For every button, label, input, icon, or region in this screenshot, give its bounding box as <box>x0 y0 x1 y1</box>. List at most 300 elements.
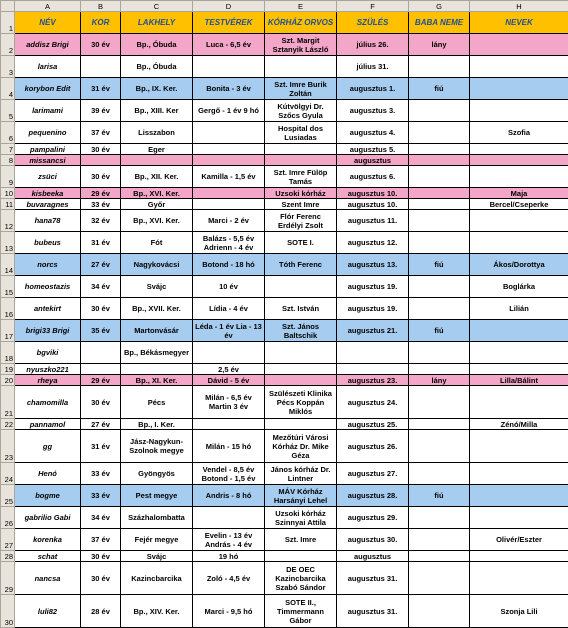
row-number[interactable]: 25 <box>1 485 15 507</box>
row-number[interactable]: 28 <box>1 551 15 562</box>
cell-siblings[interactable] <box>193 419 265 430</box>
cell-name[interactable]: rheya <box>15 375 81 386</box>
row-number[interactable]: 20 <box>1 375 15 386</box>
cell-birth[interactable]: augusztus 24. <box>337 386 409 419</box>
cell-hospital-doctor[interactable]: Szt. István <box>265 298 337 320</box>
cell-hospital-doctor[interactable] <box>265 342 337 364</box>
header-cell-names[interactable]: NEVEK <box>470 12 568 34</box>
table-row <box>1 342 568 364</box>
cell-birth[interactable] <box>337 342 409 364</box>
cell-residence[interactable]: Martonvásár <box>121 320 193 342</box>
header-cell-baby-gender[interactable]: BABA NEME <box>409 12 470 34</box>
cell-name[interactable]: bogme <box>15 485 81 507</box>
cell-siblings[interactable]: Milán - 6,5 év Martin 3 év <box>193 386 265 419</box>
table-row <box>1 78 568 100</box>
cell-siblings[interactable]: Kamilla - 1,5 év <box>193 166 265 188</box>
table-row <box>1 364 568 375</box>
cell-names[interactable] <box>470 507 568 529</box>
cell-residence[interactable]: Bp., XIV. Ker. <box>121 595 193 628</box>
row-number[interactable]: 13 <box>1 232 15 254</box>
header-cell-birth[interactable]: SZÜLÉS <box>337 12 409 34</box>
cell-age[interactable]: 28 év <box>81 595 121 628</box>
cell-name[interactable]: brigi33 Brigi <box>15 320 81 342</box>
table-row <box>1 419 568 430</box>
cell-siblings[interactable] <box>193 507 265 529</box>
table-row <box>1 188 568 199</box>
cell-baby-gender[interactable] <box>409 386 470 419</box>
cell-hospital-doctor[interactable]: SOTE II., Timmermann Gábor <box>265 595 337 628</box>
row-number[interactable]: 21 <box>1 386 15 419</box>
row-number[interactable]: 23 <box>1 430 15 463</box>
row-number[interactable]: 7 <box>1 144 15 155</box>
table-row <box>1 562 568 595</box>
cell-birth[interactable]: augusztus 31. <box>337 562 409 595</box>
cell-residence[interactable]: Fejér megye <box>121 529 193 551</box>
table-row <box>1 166 568 188</box>
cell-hospital-doctor[interactable]: Szt. Imre Fülöp Tamás <box>265 166 337 188</box>
cell-baby-gender[interactable] <box>409 551 470 562</box>
cell-age[interactable]: 30 év <box>81 144 121 155</box>
cell-name[interactable]: pannamol <box>15 419 81 430</box>
cell-age[interactable]: 33 év <box>81 199 121 210</box>
cell-names[interactable] <box>470 551 568 562</box>
cell-name[interactable]: pequenino <box>15 122 81 144</box>
table-row <box>1 276 568 298</box>
cell-birth[interactable]: augusztus 25. <box>337 419 409 430</box>
row-number[interactable]: 6 <box>1 122 15 144</box>
table-header-row <box>1 12 568 34</box>
cell-residence[interactable]: Svájc <box>121 276 193 298</box>
cell-baby-gender[interactable] <box>409 56 470 78</box>
cell-age[interactable] <box>81 364 121 375</box>
cell-residence[interactable]: Bp., Óbuda <box>121 34 193 56</box>
cell-residence[interactable] <box>121 155 193 166</box>
cell-siblings[interactable]: 10 év <box>193 276 265 298</box>
cell-name[interactable]: buvaragnes <box>15 199 81 210</box>
cell-hospital-doctor[interactable]: SOTE I. <box>265 232 337 254</box>
cell-siblings[interactable]: Vendel - 8,5 év Botond - 1,5 év <box>193 463 265 485</box>
cell-hospital-doctor[interactable] <box>265 551 337 562</box>
cell-baby-gender[interactable]: lány <box>409 375 470 386</box>
row-number[interactable]: 10 <box>1 188 15 199</box>
cell-name[interactable]: korybon Edit <box>15 78 81 100</box>
cell-residence[interactable]: Kazincbarcika <box>121 562 193 595</box>
cell-names[interactable]: Boglárka <box>470 276 568 298</box>
cell-birth[interactable]: augusztus 13. <box>337 254 409 276</box>
cell-age[interactable]: 32 év <box>81 210 121 232</box>
cell-residence[interactable]: Bp., Békásmegyer <box>121 342 193 364</box>
cell-baby-gender[interactable] <box>409 298 470 320</box>
cell-siblings[interactable] <box>193 188 265 199</box>
table-row <box>1 144 568 155</box>
cell-baby-gender[interactable] <box>409 100 470 122</box>
select-all-corner[interactable] <box>1 1 15 12</box>
cell-hospital-doctor[interactable]: Szülészeti Klinika Pécs Koppán Miklós <box>265 386 337 419</box>
table-row <box>1 122 568 144</box>
cell-hospital-doctor[interactable]: Szt. Imre <box>265 529 337 551</box>
cell-siblings[interactable]: 2,5 év <box>193 364 265 375</box>
column-header-c[interactable]: C <box>121 1 193 12</box>
cell-siblings[interactable]: Léda - 1 év Lia - 13 év <box>193 320 265 342</box>
cell-age[interactable]: 31 év <box>81 78 121 100</box>
cell-birth[interactable]: augusztus 29. <box>337 507 409 529</box>
column-header-h[interactable]: H <box>470 1 568 12</box>
cell-siblings[interactable]: Balázs - 5,5 év Adrienn - 4 év <box>193 232 265 254</box>
cell-name[interactable]: homeostazis <box>15 276 81 298</box>
cell-names[interactable] <box>470 463 568 485</box>
cell-siblings[interactable]: Lídia - 4 év <box>193 298 265 320</box>
cell-hospital-doctor[interactable] <box>265 419 337 430</box>
header-cell-siblings[interactable]: TESTVÉREK <box>193 12 265 34</box>
cell-birth[interactable]: augusztus 10. <box>337 188 409 199</box>
cell-residence[interactable]: Bp., XVI. Ker. <box>121 210 193 232</box>
cell-name[interactable]: gg <box>15 430 81 463</box>
cell-birth[interactable]: augusztus 1. <box>337 78 409 100</box>
table-row <box>1 56 568 78</box>
cell-hospital-doctor[interactable]: Uzsoki kórház <box>265 188 337 199</box>
cell-names[interactable] <box>470 430 568 463</box>
cell-name[interactable]: hana78 <box>15 210 81 232</box>
cell-age[interactable]: 30 év <box>81 562 121 595</box>
cell-birth[interactable] <box>337 364 409 375</box>
row-number[interactable]: 4 <box>1 78 15 100</box>
table-row <box>1 100 568 122</box>
cell-age[interactable]: 31 év <box>81 232 121 254</box>
cell-siblings[interactable]: Marci - 9,5 hó <box>193 595 265 628</box>
cell-names[interactable]: Szonja Lili <box>470 595 568 628</box>
cell-residence[interactable]: Bp., XII. Ker. <box>121 166 193 188</box>
row-number[interactable]: 16 <box>1 298 15 320</box>
column-header-row <box>1 1 568 12</box>
cell-baby-gender[interactable] <box>409 595 470 628</box>
cell-name[interactable]: zsüci <box>15 166 81 188</box>
cell-baby-gender[interactable] <box>409 463 470 485</box>
cell-residence[interactable]: Bp., XVI. Ker. <box>121 188 193 199</box>
cell-baby-gender[interactable] <box>409 276 470 298</box>
cell-names[interactable]: Lilián <box>470 298 568 320</box>
cell-baby-gender[interactable] <box>409 166 470 188</box>
cell-age[interactable]: 39 év <box>81 100 121 122</box>
cell-birth[interactable]: augusztus 6. <box>337 166 409 188</box>
cell-name[interactable]: norcs <box>15 254 81 276</box>
row-number[interactable]: 26 <box>1 507 15 529</box>
cell-hospital-doctor[interactable]: Flór Ferenc Erdélyi Zsolt <box>265 210 337 232</box>
cell-birth[interactable]: augusztus <box>337 551 409 562</box>
cell-birth[interactable]: augusztus 4. <box>337 122 409 144</box>
row-number[interactable]: 19 <box>1 364 15 375</box>
cell-names[interactable]: Zénó/Milla <box>470 419 568 430</box>
cell-name[interactable]: nancsa <box>15 562 81 595</box>
cell-age[interactable]: 30 év <box>81 386 121 419</box>
cell-birth[interactable]: július 26. <box>337 34 409 56</box>
cell-baby-gender[interactable] <box>409 188 470 199</box>
cell-baby-gender[interactable]: fiú <box>409 78 470 100</box>
cell-baby-gender[interactable] <box>409 364 470 375</box>
cell-residence[interactable]: Bp., IX. Ker. <box>121 78 193 100</box>
cell-birth[interactable]: augusztus 27. <box>337 463 409 485</box>
column-header-b[interactable]: B <box>81 1 121 12</box>
row-number[interactable]: 3 <box>1 56 15 78</box>
cell-names[interactable] <box>470 364 568 375</box>
cell-names[interactable] <box>470 100 568 122</box>
cell-name[interactable]: larimami <box>15 100 81 122</box>
cell-names[interactable] <box>470 210 568 232</box>
cell-age[interactable]: 27 év <box>81 254 121 276</box>
cell-residence[interactable]: Bp., XI. Ker. <box>121 375 193 386</box>
cell-birth[interactable]: augusztus 31. <box>337 595 409 628</box>
row-number[interactable]: 14 <box>1 254 15 276</box>
cell-names[interactable] <box>470 34 568 56</box>
row-number[interactable]: 30 <box>1 595 15 628</box>
table-row <box>1 254 568 276</box>
cell-names[interactable] <box>470 166 568 188</box>
cell-name[interactable]: luli82 <box>15 595 81 628</box>
row-number[interactable]: 17 <box>1 320 15 342</box>
cell-residence[interactable]: Bp., XIII. Ker <box>121 100 193 122</box>
cell-name[interactable]: antekirt <box>15 298 81 320</box>
cell-age[interactable]: 34 év <box>81 507 121 529</box>
column-header-g[interactable]: G <box>409 1 470 12</box>
cell-names[interactable] <box>470 485 568 507</box>
cell-birth[interactable]: augusztus 19. <box>337 298 409 320</box>
cell-age[interactable]: 37 év <box>81 122 121 144</box>
cell-hospital-doctor[interactable] <box>265 144 337 155</box>
cell-baby-gender[interactable] <box>409 144 470 155</box>
row-number[interactable]: 1 <box>1 12 15 34</box>
cell-age[interactable]: 30 év <box>81 551 121 562</box>
cell-siblings[interactable]: Marci - 2 év <box>193 210 265 232</box>
row-number[interactable]: 24 <box>1 463 15 485</box>
cell-name[interactable]: nyuszko221 <box>15 364 81 375</box>
cell-birth[interactable]: augusztus 21. <box>337 320 409 342</box>
row-number[interactable]: 12 <box>1 210 15 232</box>
cell-names[interactable] <box>470 155 568 166</box>
cell-name[interactable]: gabrilio Gabi <box>15 507 81 529</box>
row-number[interactable]: 29 <box>1 562 15 595</box>
row-number[interactable]: 5 <box>1 100 15 122</box>
cell-baby-gender[interactable]: fiú <box>409 320 470 342</box>
cell-age[interactable]: 27 év <box>81 419 121 430</box>
cell-age[interactable]: 35 év <box>81 320 121 342</box>
cell-baby-gender[interactable] <box>409 342 470 364</box>
cell-names[interactable]: Olivér/Eszter <box>470 529 568 551</box>
cell-names[interactable] <box>470 386 568 419</box>
cell-baby-gender[interactable] <box>409 430 470 463</box>
cell-names[interactable] <box>470 232 568 254</box>
cell-siblings[interactable]: Luca - 6,5 év <box>193 34 265 56</box>
cell-baby-gender[interactable] <box>409 529 470 551</box>
cell-siblings[interactable] <box>193 56 265 78</box>
cell-residence[interactable]: Bp., Óbuda <box>121 56 193 78</box>
column-header-f[interactable]: F <box>337 1 409 12</box>
cell-name[interactable]: larisa <box>15 56 81 78</box>
cell-siblings[interactable]: Bonita - 3 év <box>193 78 265 100</box>
cell-names[interactable] <box>470 342 568 364</box>
cell-baby-gender[interactable] <box>409 155 470 166</box>
cell-baby-gender[interactable] <box>409 419 470 430</box>
table-row <box>1 298 568 320</box>
row-number[interactable]: 9 <box>1 166 15 188</box>
cell-birth[interactable]: augusztus <box>337 155 409 166</box>
cell-hospital-doctor[interactable]: Szt. János Baltschik <box>265 320 337 342</box>
cell-residence[interactable]: Nagykovácsi <box>121 254 193 276</box>
cell-birth[interactable]: augusztus 19. <box>337 276 409 298</box>
cell-residence[interactable] <box>121 364 193 375</box>
cell-name[interactable]: missancsi <box>15 155 81 166</box>
cell-hospital-doctor[interactable] <box>265 364 337 375</box>
cell-age[interactable]: 29 év <box>81 375 121 386</box>
row-number[interactable]: 8 <box>1 155 15 166</box>
cell-names[interactable]: Szofia <box>470 122 568 144</box>
cell-siblings[interactable]: Botond - 18 hó <box>193 254 265 276</box>
cell-age[interactable]: 30 év <box>81 166 121 188</box>
cell-hospital-doctor[interactable]: Uzsoki kórház Szinnyai Attila <box>265 507 337 529</box>
cell-name[interactable]: addisz Brigi <box>15 34 81 56</box>
cell-age[interactable]: 29 év <box>81 188 121 199</box>
cell-name[interactable]: schat <box>15 551 81 562</box>
cell-residence[interactable]: Pécs <box>121 386 193 419</box>
cell-name[interactable]: korenka <box>15 529 81 551</box>
cell-residence[interactable]: Bp., XVII. Ker. <box>121 298 193 320</box>
cell-names[interactable]: Bercel/Cseperke <box>470 199 568 210</box>
cell-baby-gender[interactable]: fiú <box>409 254 470 276</box>
cell-residence[interactable]: Bp., I. Ker. <box>121 419 193 430</box>
row-number[interactable]: 18 <box>1 342 15 364</box>
header-cell-hospital-doctor[interactable]: KÓRHÁZ ORVOS <box>265 12 337 34</box>
cell-residence[interactable]: Jász-Nagykun-Szolnok megye <box>121 430 193 463</box>
cell-age[interactable]: 33 év <box>81 485 121 507</box>
cell-siblings[interactable]: Evelin - 13 év András - 4 év <box>193 529 265 551</box>
cell-name[interactable]: Henó <box>15 463 81 485</box>
header-cell-age[interactable]: KOR <box>81 12 121 34</box>
cell-hospital-doctor[interactable]: Kútvölgyi Dr. Szőcs Gyula <box>265 100 337 122</box>
cell-siblings[interactable] <box>193 122 265 144</box>
cell-names[interactable] <box>470 144 568 155</box>
cell-birth[interactable]: augusztus 12. <box>337 232 409 254</box>
cell-siblings[interactable]: Zoló - 4,5 év <box>193 562 265 595</box>
table-row <box>1 551 568 562</box>
cell-residence[interactable]: Pest megye <box>121 485 193 507</box>
cell-hospital-doctor[interactable]: Szt. Margit Sztanyik László <box>265 34 337 56</box>
row-number[interactable]: 27 <box>1 529 15 551</box>
cell-age[interactable] <box>81 155 121 166</box>
cell-residence[interactable]: Százhalombatta <box>121 507 193 529</box>
column-header-d[interactable]: D <box>193 1 265 12</box>
cell-baby-gender[interactable] <box>409 199 470 210</box>
cell-siblings[interactable]: Gergő - 1 év 9 hó <box>193 100 265 122</box>
cell-name[interactable]: pampalini <box>15 144 81 155</box>
row-number[interactable]: 2 <box>1 34 15 56</box>
cell-siblings[interactable]: Andris - 8 hó <box>193 485 265 507</box>
cell-hospital-doctor[interactable]: DE OEC Kazincbarcika Szabó Sándor <box>265 562 337 595</box>
cell-birth[interactable]: augusztus 11. <box>337 210 409 232</box>
cell-hospital-doctor[interactable]: Szent Imre <box>265 199 337 210</box>
table-row <box>1 529 568 551</box>
cell-name[interactable]: bubeus <box>15 232 81 254</box>
cell-residence[interactable]: Fót <box>121 232 193 254</box>
column-header-a[interactable]: A <box>15 1 81 12</box>
cell-name[interactable]: chamomilla <box>15 386 81 419</box>
cell-baby-gender[interactable] <box>409 210 470 232</box>
cell-age[interactable]: 37 év <box>81 529 121 551</box>
row-number[interactable]: 22 <box>1 419 15 430</box>
table-row <box>1 320 568 342</box>
cell-birth[interactable]: július 31. <box>337 56 409 78</box>
cell-names[interactable]: Maja <box>470 188 568 199</box>
cell-birth[interactable]: augusztus 5. <box>337 144 409 155</box>
cell-birth[interactable]: augusztus 26. <box>337 430 409 463</box>
cell-age[interactable] <box>81 56 121 78</box>
cell-baby-gender[interactable] <box>409 122 470 144</box>
cell-birth[interactable]: augusztus 10. <box>337 199 409 210</box>
cell-baby-gender[interactable] <box>409 232 470 254</box>
cell-hospital-doctor[interactable]: János kórház Dr. Lintner <box>265 463 337 485</box>
cell-hospital-doctor[interactable]: MÁV Kórház Harsányi Lehel <box>265 485 337 507</box>
cell-siblings[interactable] <box>193 342 265 364</box>
cell-siblings[interactable]: Dávid - 5 év <box>193 375 265 386</box>
cell-siblings[interactable] <box>193 199 265 210</box>
cell-baby-gender[interactable]: lány <box>409 34 470 56</box>
column-header-e[interactable]: E <box>265 1 337 12</box>
header-cell-name[interactable]: NÉV <box>15 12 81 34</box>
cell-hospital-doctor[interactable]: Szt. Imre Burik Zoltán <box>265 78 337 100</box>
cell-age[interactable]: 31 év <box>81 430 121 463</box>
cell-birth[interactable]: augusztus 3. <box>337 100 409 122</box>
row-number[interactable]: 11 <box>1 199 15 210</box>
cell-siblings[interactable]: 19 hó <box>193 551 265 562</box>
cell-residence[interactable]: Svájc <box>121 551 193 562</box>
cell-residence[interactable]: Lisszabon <box>121 122 193 144</box>
cell-age[interactable]: 34 év <box>81 276 121 298</box>
cell-birth[interactable]: augusztus 28. <box>337 485 409 507</box>
cell-names[interactable] <box>470 320 568 342</box>
header-cell-residence[interactable]: LAKHELY <box>121 12 193 34</box>
cell-hospital-doctor[interactable]: Tóth Ferenc <box>265 254 337 276</box>
cell-residence[interactable]: Gyöngyös <box>121 463 193 485</box>
cell-name[interactable]: kisbeeka <box>15 188 81 199</box>
cell-names[interactable] <box>470 56 568 78</box>
cell-age[interactable]: 33 év <box>81 463 121 485</box>
cell-hospital-doctor[interactable] <box>265 375 337 386</box>
cell-hospital-doctor[interactable] <box>265 276 337 298</box>
cell-residence[interactable]: Győr <box>121 199 193 210</box>
table-row <box>1 155 568 166</box>
cell-baby-gender[interactable] <box>409 507 470 529</box>
cell-name[interactable]: bgviki <box>15 342 81 364</box>
cell-siblings[interactable] <box>193 144 265 155</box>
cell-birth[interactable]: augusztus 23. <box>337 375 409 386</box>
cell-age[interactable]: 30 év <box>81 298 121 320</box>
cell-hospital-doctor[interactable] <box>265 56 337 78</box>
cell-residence[interactable]: Eger <box>121 144 193 155</box>
row-number[interactable]: 15 <box>1 276 15 298</box>
cell-names[interactable] <box>470 562 568 595</box>
cell-siblings[interactable] <box>193 155 265 166</box>
cell-names[interactable] <box>470 78 568 100</box>
cell-names[interactable]: Lilla/Bálint <box>470 375 568 386</box>
cell-hospital-doctor[interactable]: Mezőtúri Városi Kórház Dr. Mike Géza <box>265 430 337 463</box>
cell-siblings[interactable]: Milán - 15 hó <box>193 430 265 463</box>
cell-age[interactable] <box>81 342 121 364</box>
cell-baby-gender[interactable] <box>409 562 470 595</box>
cell-names[interactable]: Ákos/Dorottya <box>470 254 568 276</box>
table-row <box>1 386 568 419</box>
cell-hospital-doctor[interactable]: Hospital dos Lusiadas <box>265 122 337 144</box>
cell-hospital-doctor[interactable] <box>265 155 337 166</box>
cell-birth[interactable]: augusztus 30. <box>337 529 409 551</box>
cell-age[interactable]: 30 év <box>81 34 121 56</box>
cell-baby-gender[interactable]: fiú <box>409 485 470 507</box>
